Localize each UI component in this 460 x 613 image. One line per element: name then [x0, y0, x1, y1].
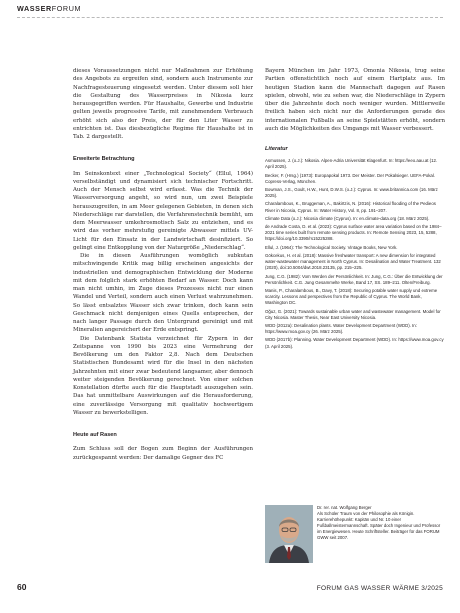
left-paragraph-2: Im Seinskontext einer „Technological Society“ (Ellul, 1964) verselbständigt und dynamisiert sich technischer Fortschritt. Auch der Mensch selbst wird erfasst. Was die Technik der Wasserversorgung angeht, so wird nun, um zwei Beispiele herauszugreifen, in am Meer gelegenen Gebieten, in denen sich Niederschläge rar darstellen, die Verfahrenstechnik bemüht, um dem Meerwasser umkehrosmotisch Salz zu entziehen, und es wird das vorher mehrstufig gereinigte Abwasser mittels UV-Licht für den Einsatz in der Landwirtschaft desinfiziert. So gelingt eine Entkopplung von der Naturgröße „Niederschlag“.: [73, 170, 253, 251]
header-brand-bold: WASSER: [17, 4, 52, 13]
author-photo: [265, 505, 313, 563]
left-column: [73, 67, 253, 462]
reference-item: Jung, C.G. (1982): Vom Werden der Persönlichkeit. In: Jung, C.G.: Über die Entwicklung der Persönlichkeit. C.G. Jung Gesammelte Werke, Band 17, SS. 189–211. Olten/Freiburg.: [265, 273, 443, 285]
reference-item: Climate Data (o.J.): Nicosia climate (Cyprus). In: en.climate-data.org (18. März 2025).: [265, 215, 430, 221]
right-paragraph-1: Bayern München im Jahr 1973, Omonia Nikosia, trug seine Partien offenstichtlich noch auf einem Hartplatz aus. Im heutigen Stadion kann die Mannschaft dagegen auf Rasen spielen, obwohl, wie zu sehen war, die Niederschläge in Zypern über die Jahrzehnte doch noch weniger wurden. Mittlerweile freilich haben sich nicht nur die Anforderungen gerade des internationalen Fußballs an seine Spielstätten erhöht, sondern auch die Möglichkeiten des Umgangs mit Wasser verbessert.: [265, 68, 445, 132]
reference-item: Gökcekus, H. et al. (2018): Massive freshwater transport: A new dimension for integrated water-wastewater management in North Cyprus. In: Desalination and Water Treatment. 132 (2020), doi:10.5004/dwt.2018.23135, pp. 215–225.: [265, 252, 441, 271]
header-brand-light: FORUM: [51, 4, 82, 13]
left-paragraph-3: Die in diesen Ausführungen womöglich subkutan mitschwingende Kritik mag billig erscheinen angesichts der industriellen und demographischen Entwicklung der Moderne mit dem folglich stark erhöhten Bedarf an Wasser. Doch kann man nicht umhin, im Zuge dieses Prozesses nicht nur einen Wandel und Verteil, sondern auch einen Verlust wahrzunehmen. So lässt entsalztes Wasser sich zwar trinken, doch kann sein Geschmack nicht demjenigen eines Quells entsprechen, der nach langer Passage durch den Untergrund gereinigt und mit Mineralien angereichert der Erde entspringt.: [73, 253, 253, 334]
left-paragraph-4: Die Datenbank Statista verzeichnet für Zypern in der Zeitspanne von 1990 bis 2023 eine Vermehrung der Bevölkerung um den Faktor 2,8. Nach dem Deutschen Statistischen Bundesamt wird für die Insel in den nächsten Jahrzehnten mit einer zwar bedeutend langsamer, aber dennoch weiter steigenden Bevölkerung gerechnet. Von einer solchen Konstellation dürfte auch für die Hauptstadt auszugehen sein. Das hat unmittelbare Auswirkungen auf die Herausforderung, eine zuverlässige Versorgung mit qualitativ hochwertigem Wasser zu bewerkstelligen.: [73, 335, 253, 416]
reference-item: Manis, P., Charalambous, B., Davy, T. (2018): Securing potable water supply und extreme scarcity. Lessons and perspectives from the Republic of Cyprus. The World Bank, Washington DC.: [265, 287, 438, 306]
literature-heading: Literatur: [265, 146, 288, 152]
author-bio-block: [317, 505, 445, 542]
reference-item: Bowman, J.S., Goult, H.W., Hunt, D.W.S. (o.J.): Cyprus. In: www.britannica.com (16. März 2025).: [265, 187, 438, 199]
left-paragraph-1: dieses Voraussetzungen nicht nur Maßnahmen zur Erhöhung des Angebots zu ergreifen sind, sondern auch Instrumente zur Nachfragesteuerung eingesetzt werden. Unter diesem soll hier die Gestaltung des Wasserpreises in Nikosia kurz herausgegriffen werden. Für Haushalte, Gewerbe und Industrie gelten jeweils progressive Tarife, mit zunehmendem Verbrauch erhöht sich also der Preis, der für den Liter Wasser zu entrichten ist. Das diesbezügliche Regime für Haushalte ist in Tab. 2 dargestellt.: [73, 68, 253, 140]
reference-item: Becker, F. (Hrsg.) (1973): Europapokal 1973. Der Meister. Der Pokalsieger. UEFA-Pokal. Copress-Verlag, München.: [265, 172, 435, 184]
magazine-issue: FORUM GAS WASSER WÄRME 3/2025: [316, 585, 443, 592]
header-divider: [17, 17, 443, 18]
reference-item: WDD (2017b): Planning. Water Development Department (WDD). In: https://www.moa.gov.cy (3. April 2025).: [265, 337, 444, 349]
author-bio: Als Schüler Traum von der Philosophie als Königin. Karrierehöhepunkt: Kapitän und Nr. 10 einer Fußballmeistermannschaft. Später doch Ingenieur und Professor im Energiewesen. Heute Schriftsteller. Beiträger für das FORUM GWW seit 2007.: [317, 511, 441, 541]
author-name: Dr. rer. nat. Wolfgang Berger: [317, 505, 372, 510]
author-box: [265, 505, 445, 565]
right-column: [265, 67, 445, 352]
author-portrait-graphic: [265, 505, 313, 563]
reference-item: WDD (2012a): Desalination plants. Water Development Department (WDD). In: https://www.moa.gov.cy (26. März 2025).: [265, 322, 417, 335]
reference-item: Oğuz, G. (2021): Towards sustainable urban water and wastewater management. Model for City Nicosia. Master Thesis, Near East University Nicosia.: [265, 308, 441, 320]
heading-heute-auf-rasen: Heute auf Rasen: [73, 432, 117, 438]
reference-item: Asmussen, J. (o.J.): Nikosia. Alpen-Adria Universität Klagenfurt. In: https://eeo.aau.at (12. April 2025).: [265, 158, 438, 170]
reference-list: [265, 158, 445, 349]
section-header: [17, 4, 81, 13]
left-paragraph-5: Zum Schluss soll der Bogen zum Beginn der Ausführungen zurückgespannt werden: Der damalige Gegner des FC: [73, 446, 253, 461]
reference-item: Charalambous, K., Bruggeman, A., Bakirtzis, N. (2016): Historical flooding of the Pedieos River in Nicosia, Cyprus. In: Water History, Vol. 8, pp. 191–207.: [265, 201, 436, 213]
reference-item: Ellul, J. (1964): The Technological Society. Vintage Books, New York.: [265, 244, 398, 250]
reference-item: de Andrade Costa, D. et al. (2023): Cyprus surface water area variation based on the 1984–2021 time series built from remote sensing products. In: Remote Sensing 2023, 15, 5288, https://doi.org/10.3390/rs15225288.: [265, 224, 442, 242]
page-number: 60: [17, 582, 27, 592]
heading-erweiterte-betrachtung: Erweiterte Betrachtung: [73, 156, 135, 163]
